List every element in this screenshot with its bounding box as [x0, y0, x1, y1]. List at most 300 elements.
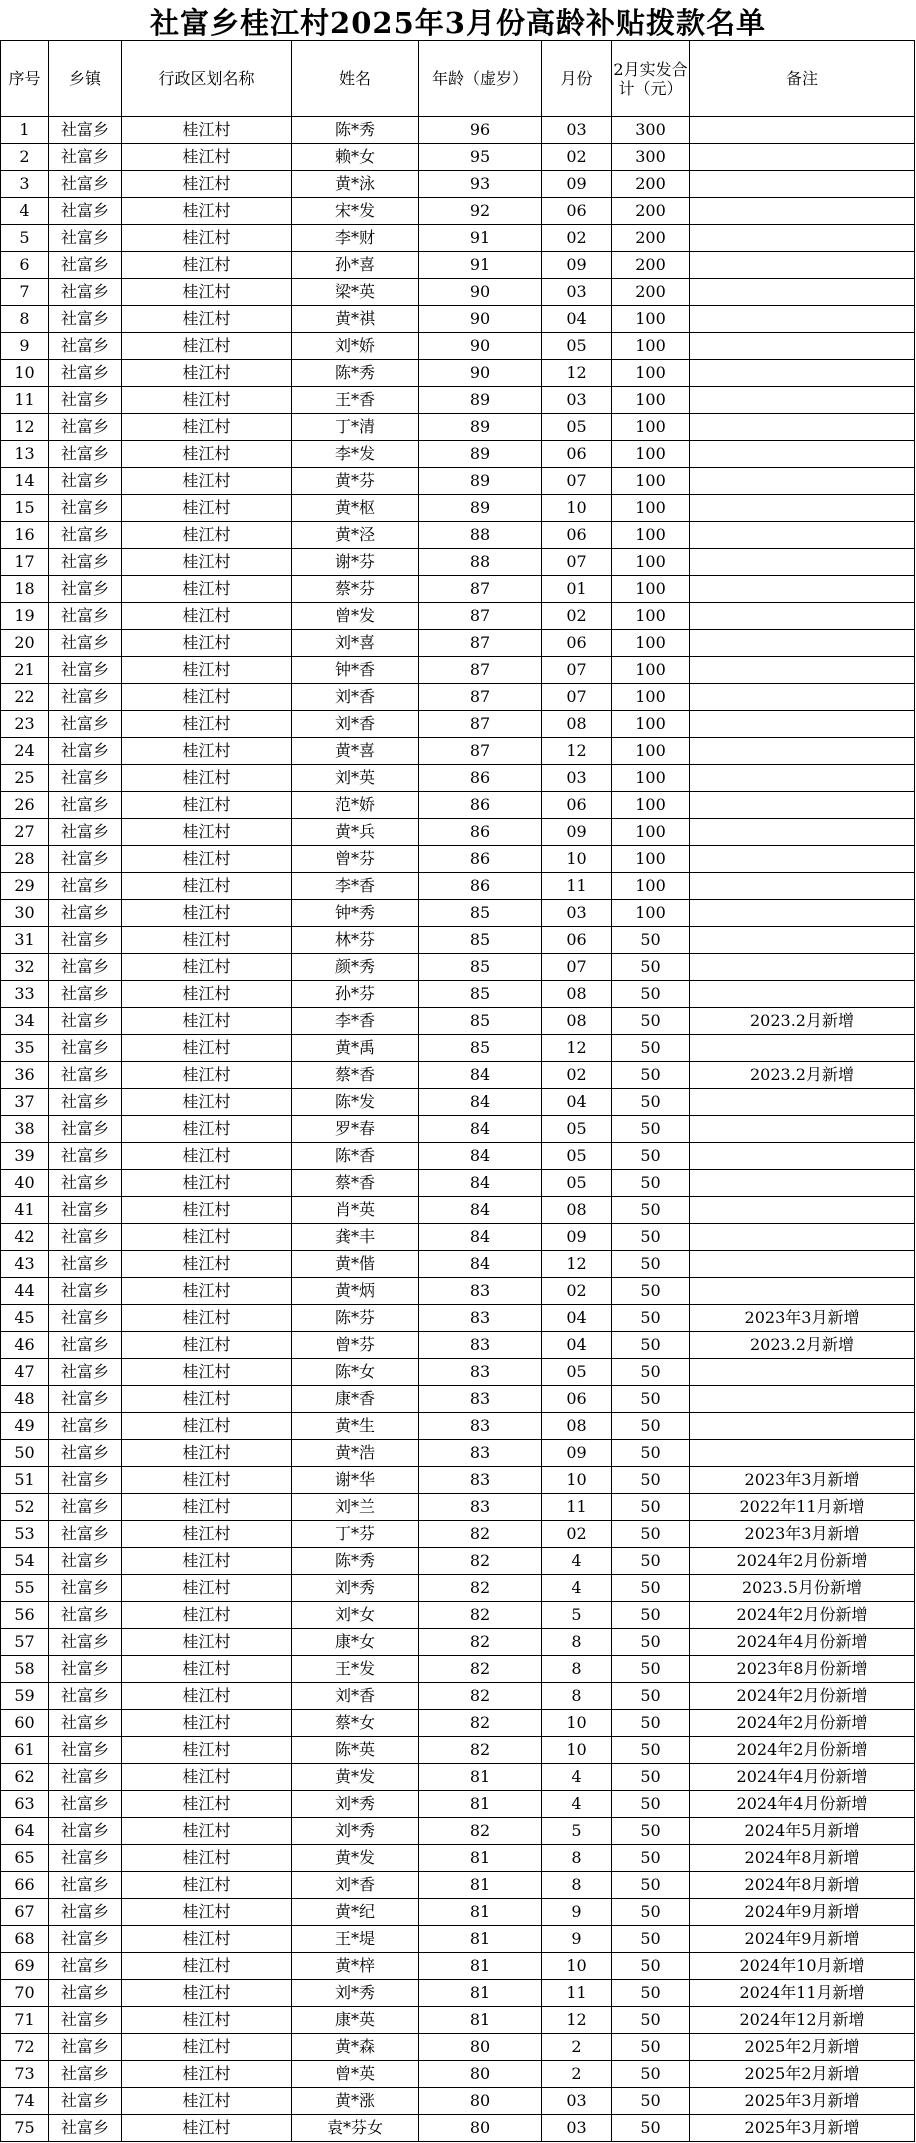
cell-index: 34: [1, 1008, 49, 1035]
cell-region: 桂江村: [122, 2115, 292, 2142]
cell-index: 39: [1, 1143, 49, 1170]
table-row: [1, 630, 915, 657]
cell-amount: 50: [612, 1197, 690, 1224]
cell-name: 孙*喜: [292, 252, 419, 279]
cell-region: 桂江村: [122, 1575, 292, 1602]
table-row: [1, 1521, 915, 1548]
table-row: [1, 603, 915, 630]
cell-month: 04: [542, 306, 612, 333]
document-title: 社富乡桂江村2025年3月份高龄补贴拨款名单: [150, 6, 766, 40]
cell-note: 2025年2月新增: [690, 2034, 915, 2061]
cell-month: 03: [542, 2088, 612, 2115]
cell-amount: 50: [612, 1926, 690, 1953]
cell-name: 黄*发: [292, 1764, 419, 1791]
cell-age: 81: [419, 1926, 542, 1953]
cell-note: [690, 1386, 915, 1413]
cell-town: 社富乡: [49, 765, 122, 792]
cell-town: 社富乡: [49, 171, 122, 198]
table-row: [1, 1305, 915, 1332]
cell-region: 桂江村: [122, 1602, 292, 1629]
cell-region: 桂江村: [122, 1089, 292, 1116]
cell-region: 桂江村: [122, 522, 292, 549]
cell-index: 7: [1, 279, 49, 306]
table-row: [1, 873, 915, 900]
cell-region: 桂江村: [122, 279, 292, 306]
cell-region: 桂江村: [122, 711, 292, 738]
cell-name: 黄*祺: [292, 306, 419, 333]
cell-name: 李*发: [292, 441, 419, 468]
cell-amount: 50: [612, 1872, 690, 1899]
cell-region: 桂江村: [122, 1413, 292, 1440]
cell-index: 56: [1, 1602, 49, 1629]
cell-note: [690, 117, 915, 144]
cell-town: 社富乡: [49, 1305, 122, 1332]
cell-name: 黄*偕: [292, 1251, 419, 1278]
cell-note: [690, 603, 915, 630]
cell-name: 颜*秀: [292, 954, 419, 981]
cell-month: 4: [542, 1791, 612, 1818]
cell-town: 社富乡: [49, 1629, 122, 1656]
cell-town: 社富乡: [49, 684, 122, 711]
cell-name: 陈*发: [292, 1089, 419, 1116]
table-row: [1, 1062, 915, 1089]
table-row: [1, 576, 915, 603]
cell-name: 王*堤: [292, 1926, 419, 1953]
cell-note: [690, 1251, 915, 1278]
cell-index: 11: [1, 387, 49, 414]
cell-index: 15: [1, 495, 49, 522]
cell-town: 社富乡: [49, 1521, 122, 1548]
table-row: [1, 360, 915, 387]
cell-amount: 300: [612, 117, 690, 144]
cell-region: 桂江村: [122, 1386, 292, 1413]
cell-town: 社富乡: [49, 1143, 122, 1170]
cell-name: 曾*发: [292, 603, 419, 630]
cell-town: 社富乡: [49, 252, 122, 279]
cell-name: 蔡*芬: [292, 576, 419, 603]
cell-name: 刘*女: [292, 1602, 419, 1629]
cell-region: 桂江村: [122, 1197, 292, 1224]
cell-month: 10: [542, 495, 612, 522]
cell-note: [690, 1170, 915, 1197]
table-row: [1, 981, 915, 1008]
cell-name: 刘*兰: [292, 1494, 419, 1521]
table-row: [1, 198, 915, 225]
cell-note: [690, 1413, 915, 1440]
cell-region: 桂江村: [122, 1224, 292, 1251]
cell-region: 桂江村: [122, 1467, 292, 1494]
cell-note: [690, 252, 915, 279]
cell-amount: 50: [612, 1548, 690, 1575]
cell-month: 2: [542, 2061, 612, 2088]
cell-note: [690, 630, 915, 657]
cell-month: 08: [542, 711, 612, 738]
cell-name: 谢*芬: [292, 549, 419, 576]
cell-month: 08: [542, 981, 612, 1008]
table-row: [1, 1764, 915, 1791]
cell-index: 44: [1, 1278, 49, 1305]
cell-name: 黄*发: [292, 1845, 419, 1872]
cell-note: [690, 468, 915, 495]
cell-name: 陈*女: [292, 1359, 419, 1386]
table-row: [1, 441, 915, 468]
cell-name: 刘*娇: [292, 333, 419, 360]
cell-index: 30: [1, 900, 49, 927]
cell-amount: 50: [612, 1386, 690, 1413]
cell-region: 桂江村: [122, 2034, 292, 2061]
table-row: [1, 1116, 915, 1143]
table-row: [1, 387, 915, 414]
cell-town: 社富乡: [49, 414, 122, 441]
cell-town: 社富乡: [49, 873, 122, 900]
cell-name: 陈*香: [292, 1143, 419, 1170]
cell-amount: 100: [612, 603, 690, 630]
cell-name: 康*女: [292, 1629, 419, 1656]
cell-town: 社富乡: [49, 1224, 122, 1251]
table-row: [1, 846, 915, 873]
cell-index: 10: [1, 360, 49, 387]
cell-note: 2023.2月新增: [690, 1062, 915, 1089]
cell-index: 4: [1, 198, 49, 225]
cell-month: 01: [542, 576, 612, 603]
table-row: [1, 1035, 915, 1062]
cell-amount: 50: [612, 1170, 690, 1197]
cell-age: 85: [419, 1008, 542, 1035]
cell-age: 86: [419, 873, 542, 900]
cell-region: 桂江村: [122, 468, 292, 495]
cell-age: 82: [419, 1737, 542, 1764]
cell-name: 孙*芬: [292, 981, 419, 1008]
cell-region: 桂江村: [122, 765, 292, 792]
cell-name: 龚*丰: [292, 1224, 419, 1251]
cell-amount: 50: [612, 1413, 690, 1440]
cell-amount: 50: [612, 2061, 690, 2088]
cell-name: 刘*秀: [292, 1980, 419, 2007]
cell-age: 87: [419, 603, 542, 630]
cell-amount: 200: [612, 225, 690, 252]
cell-name: 刘*英: [292, 765, 419, 792]
cell-age: 89: [419, 468, 542, 495]
cell-amount: 200: [612, 279, 690, 306]
cell-amount: 50: [612, 1980, 690, 2007]
cell-town: 社富乡: [49, 792, 122, 819]
cell-region: 桂江村: [122, 495, 292, 522]
cell-name: 钟*秀: [292, 900, 419, 927]
cell-index: 3: [1, 171, 49, 198]
cell-amount: 50: [612, 1710, 690, 1737]
table-row: [1, 1224, 915, 1251]
table-row: [1, 279, 915, 306]
cell-name: 黄*芬: [292, 468, 419, 495]
cell-note: [690, 225, 915, 252]
cell-region: 桂江村: [122, 1791, 292, 1818]
cell-index: 20: [1, 630, 49, 657]
cell-month: 12: [542, 738, 612, 765]
cell-note: [690, 1089, 915, 1116]
cell-amount: 50: [612, 1143, 690, 1170]
table-row: [1, 684, 915, 711]
cell-region: 桂江村: [122, 1359, 292, 1386]
cell-region: 桂江村: [122, 117, 292, 144]
cell-amount: 50: [612, 2007, 690, 2034]
cell-region: 桂江村: [122, 1926, 292, 1953]
cell-age: 81: [419, 1980, 542, 2007]
cell-amount: 50: [612, 1602, 690, 1629]
cell-month: 2: [542, 2034, 612, 2061]
cell-name: 刘*秀: [292, 1575, 419, 1602]
cell-month: 8: [542, 1656, 612, 1683]
cell-index: 52: [1, 1494, 49, 1521]
cell-amount: 100: [612, 333, 690, 360]
table-row: [1, 1629, 915, 1656]
cell-month: 02: [542, 1278, 612, 1305]
table-row: [1, 1926, 915, 1953]
cell-month: 04: [542, 1332, 612, 1359]
cell-region: 桂江村: [122, 1953, 292, 1980]
table-row: [1, 1737, 915, 1764]
cell-age: 87: [419, 576, 542, 603]
cell-region: 桂江村: [122, 603, 292, 630]
cell-region: 桂江村: [122, 846, 292, 873]
cell-index: 53: [1, 1521, 49, 1548]
table-row: [1, 1548, 915, 1575]
cell-index: 72: [1, 2034, 49, 2061]
cell-name: 黄*喜: [292, 738, 419, 765]
cell-note: 2024年2月份新增: [690, 1602, 915, 1629]
cell-month: 09: [542, 1440, 612, 1467]
cell-town: 社富乡: [49, 144, 122, 171]
cell-amount: 50: [612, 1899, 690, 1926]
cell-town: 社富乡: [49, 1035, 122, 1062]
cell-index: 55: [1, 1575, 49, 1602]
cell-age: 85: [419, 900, 542, 927]
cell-age: 81: [419, 1764, 542, 1791]
cell-amount: 50: [612, 954, 690, 981]
table-row: [1, 1089, 915, 1116]
cell-town: 社富乡: [49, 279, 122, 306]
cell-note: [690, 1440, 915, 1467]
cell-amount: 50: [612, 2034, 690, 2061]
cell-region: 桂江村: [122, 2061, 292, 2088]
cell-age: 83: [419, 1467, 542, 1494]
cell-month: 04: [542, 1089, 612, 1116]
cell-name: 丁*芬: [292, 1521, 419, 1548]
cell-index: 35: [1, 1035, 49, 1062]
cell-index: 24: [1, 738, 49, 765]
cell-name: 黄*浩: [292, 1440, 419, 1467]
cell-month: 8: [542, 1629, 612, 1656]
cell-name: 范*娇: [292, 792, 419, 819]
cell-region: 桂江村: [122, 171, 292, 198]
cell-index: 9: [1, 333, 49, 360]
cell-index: 49: [1, 1413, 49, 1440]
cell-index: 45: [1, 1305, 49, 1332]
cell-month: 10: [542, 1710, 612, 1737]
cell-region: 桂江村: [122, 1818, 292, 1845]
cell-name: 曾*芬: [292, 846, 419, 873]
cell-note: 2025年2月新增: [690, 2061, 915, 2088]
cell-index: 32: [1, 954, 49, 981]
table-row: [1, 1845, 915, 1872]
cell-name: 陈*英: [292, 1737, 419, 1764]
cell-name: 黄*禹: [292, 1035, 419, 1062]
cell-name: 李*财: [292, 225, 419, 252]
cell-month: 5: [542, 1602, 612, 1629]
cell-month: 10: [542, 1737, 612, 1764]
cell-amount: 50: [612, 1845, 690, 1872]
cell-region: 桂江村: [122, 360, 292, 387]
cell-town: 社富乡: [49, 1413, 122, 1440]
cell-town: 社富乡: [49, 1008, 122, 1035]
cell-age: 82: [419, 1683, 542, 1710]
cell-age: 86: [419, 792, 542, 819]
table-row: [1, 1440, 915, 1467]
cell-age: 89: [419, 495, 542, 522]
cell-town: 社富乡: [49, 1467, 122, 1494]
cell-month: 12: [542, 2007, 612, 2034]
cell-month: 05: [542, 1170, 612, 1197]
cell-amount: 100: [612, 738, 690, 765]
cell-index: 58: [1, 1656, 49, 1683]
table-row: [1, 1278, 915, 1305]
table-row: [1, 522, 915, 549]
cell-index: 27: [1, 819, 49, 846]
table-row: [1, 306, 915, 333]
cell-region: 桂江村: [122, 144, 292, 171]
cell-note: 2024年11月新增: [690, 1980, 915, 2007]
table-row: [1, 1899, 915, 1926]
cell-month: 07: [542, 954, 612, 981]
cell-region: 桂江村: [122, 2088, 292, 2115]
cell-month: 02: [542, 1521, 612, 1548]
cell-note: [690, 1035, 915, 1062]
cell-region: 桂江村: [122, 1710, 292, 1737]
header-note: 备注: [690, 41, 915, 117]
cell-note: 2024年12月新增: [690, 2007, 915, 2034]
cell-region: 桂江村: [122, 1035, 292, 1062]
header-month: 月份: [542, 41, 612, 117]
cell-town: 社富乡: [49, 1170, 122, 1197]
cell-month: 03: [542, 387, 612, 414]
cell-index: 21: [1, 657, 49, 684]
cell-town: 社富乡: [49, 819, 122, 846]
cell-age: 84: [419, 1116, 542, 1143]
cell-age: 91: [419, 252, 542, 279]
cell-name: 谢*华: [292, 1467, 419, 1494]
table-row: [1, 2115, 915, 2142]
cell-name: 曾*芬: [292, 1332, 419, 1359]
cell-note: 2023年3月新增: [690, 1467, 915, 1494]
cell-name: 黄*生: [292, 1413, 419, 1440]
cell-note: 2024年5月新增: [690, 1818, 915, 1845]
table-row: [1, 1494, 915, 1521]
cell-note: 2024年2月份新增: [690, 1548, 915, 1575]
cell-amount: 200: [612, 252, 690, 279]
cell-name: 陈*秀: [292, 360, 419, 387]
cell-month: 8: [542, 1872, 612, 1899]
cell-month: 05: [542, 414, 612, 441]
cell-amount: 100: [612, 819, 690, 846]
cell-amount: 50: [612, 1440, 690, 1467]
cell-age: 87: [419, 657, 542, 684]
cell-region: 桂江村: [122, 387, 292, 414]
cell-amount: 50: [612, 1737, 690, 1764]
cell-month: 10: [542, 1467, 612, 1494]
cell-name: 陈*秀: [292, 117, 419, 144]
cell-age: 89: [419, 441, 542, 468]
cell-town: 社富乡: [49, 1980, 122, 2007]
cell-region: 桂江村: [122, 1548, 292, 1575]
cell-age: 80: [419, 2088, 542, 2115]
cell-note: [690, 576, 915, 603]
cell-age: 89: [419, 387, 542, 414]
cell-age: 88: [419, 522, 542, 549]
cell-index: 36: [1, 1062, 49, 1089]
cell-region: 桂江村: [122, 792, 292, 819]
cell-index: 63: [1, 1791, 49, 1818]
cell-month: 03: [542, 765, 612, 792]
cell-age: 80: [419, 2115, 542, 2142]
cell-index: 75: [1, 2115, 49, 2142]
cell-index: 42: [1, 1224, 49, 1251]
cell-amount: 50: [612, 1494, 690, 1521]
cell-index: 65: [1, 1845, 49, 1872]
table-row: [1, 144, 915, 171]
cell-age: 80: [419, 2061, 542, 2088]
cell-name: 陈*秀: [292, 1548, 419, 1575]
cell-region: 桂江村: [122, 927, 292, 954]
cell-age: 82: [419, 1629, 542, 1656]
cell-amount: 100: [612, 684, 690, 711]
cell-region: 桂江村: [122, 954, 292, 981]
cell-town: 社富乡: [49, 549, 122, 576]
cell-month: 07: [542, 684, 612, 711]
cell-town: 社富乡: [49, 1116, 122, 1143]
subsidy-table: [0, 40, 915, 2142]
cell-region: 桂江村: [122, 198, 292, 225]
cell-note: 2023.2月新增: [690, 1008, 915, 1035]
cell-town: 社富乡: [49, 1359, 122, 1386]
cell-note: [690, 1278, 915, 1305]
table-row: [1, 549, 915, 576]
cell-amount: 100: [612, 441, 690, 468]
table-row: [1, 1656, 915, 1683]
cell-index: 62: [1, 1764, 49, 1791]
header-row: [1, 41, 915, 117]
cell-amount: 50: [612, 1683, 690, 1710]
cell-month: 06: [542, 441, 612, 468]
cell-town: 社富乡: [49, 1251, 122, 1278]
cell-amount: 100: [612, 765, 690, 792]
cell-town: 社富乡: [49, 2088, 122, 2115]
table-row: [1, 414, 915, 441]
cell-note: 2024年2月份新增: [690, 1683, 915, 1710]
cell-note: 2024年4月份新增: [690, 1629, 915, 1656]
cell-index: 61: [1, 1737, 49, 1764]
cell-town: 社富乡: [49, 1089, 122, 1116]
cell-note: [690, 738, 915, 765]
cell-age: 83: [419, 1278, 542, 1305]
table-row: [1, 738, 915, 765]
cell-index: 12: [1, 414, 49, 441]
cell-region: 桂江村: [122, 819, 292, 846]
table-row: [1, 1143, 915, 1170]
cell-month: 12: [542, 360, 612, 387]
cell-region: 桂江村: [122, 549, 292, 576]
cell-note: [690, 954, 915, 981]
cell-index: 70: [1, 1980, 49, 2007]
cell-amount: 50: [612, 1629, 690, 1656]
